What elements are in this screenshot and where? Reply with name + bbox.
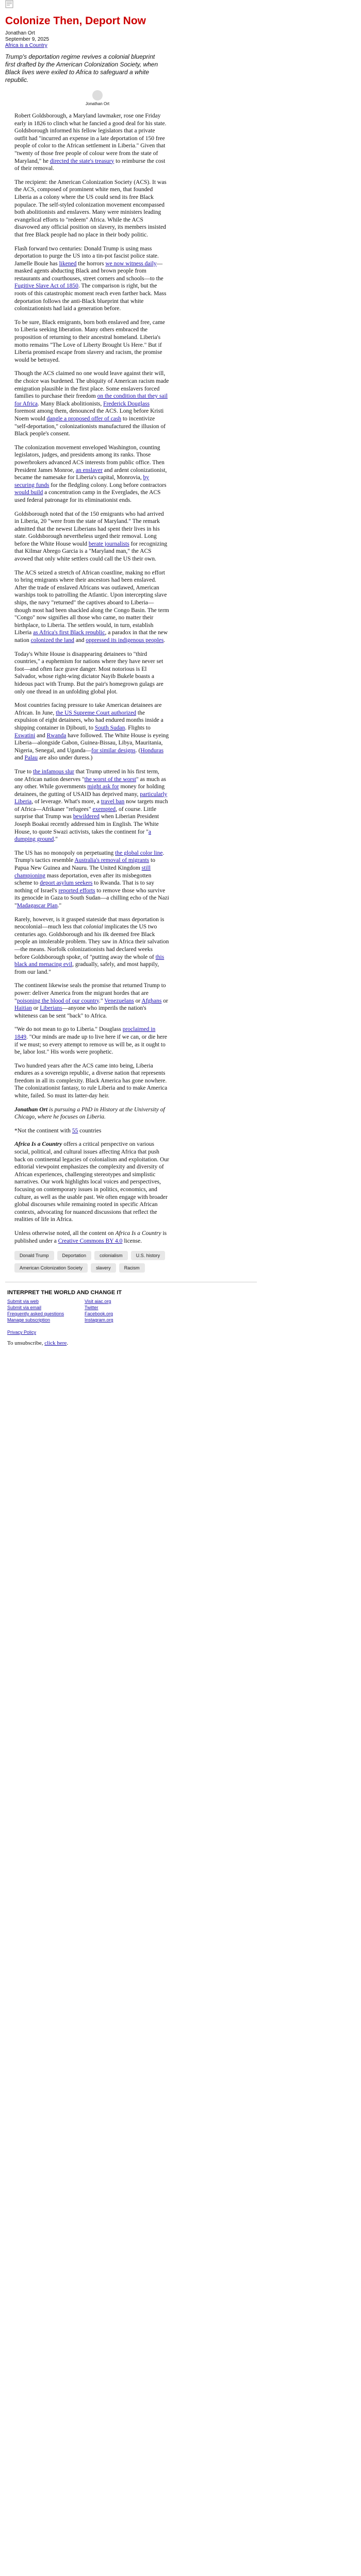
article-link[interactable]: 55: [72, 1127, 78, 1134]
tag-pill[interactable]: American Colonization Society: [14, 1263, 88, 1273]
paragraph: To be sure, Black emigrants, born both enslaved and free, came to Liberia seeking liberation. Many others embraced the proposition of returning to their ancestral homeland. Liberia's motto remains "The Love of Liberty Brought Us Here." But if Liberia promised escape from slavery and racism, the promise would be betrayed.: [14, 319, 166, 363]
paragraph: Goldsborough noted that of the 150 emigrants who had arrived in Liberia, 20 "were from the state of Maryland." The remark admitted that the newest Liberians had spent their lives in his state. Goldsborough nevertheless urged their removal. Long before the White House would berate journalists for recognizing that Kilmar Abrego Garcia is a "Maryland man," the ACS avowed that only white settlers could call the US their own.: [14, 511, 168, 563]
tag-pill[interactable]: Donald Trump: [14, 1251, 54, 1260]
article-link[interactable]: Frederick Douglass: [103, 400, 150, 407]
privacy-policy-link[interactable]: Privacy Policy: [7, 1330, 37, 1335]
article-link[interactable]: Palau: [24, 755, 38, 761]
article-link[interactable]: Australia's removal of migrants: [74, 857, 150, 864]
article-body: [14, 112, 169, 1245]
newsletter-page: [2, 0, 255, 1351]
tag-pill[interactable]: U.S. history: [131, 1251, 166, 1260]
footnote: *Not the continent with 55 countries: [14, 1127, 102, 1134]
article-title: Colonize Then, Deport Now: [5, 15, 146, 27]
article-link[interactable]: for similar designs: [91, 747, 136, 754]
article-link[interactable]: the US Supreme Court authorized: [56, 709, 137, 716]
article-link[interactable]: we now witness daily: [105, 260, 157, 267]
paragraph: Rarely, however, is it grasped stateside that mass deportation is neocolonial—much less that colonial implicates the US two centuries ago. Goldsborough and his ilk deemed free Black people an intolerable problem. They saw in Africa their salvation—the means. Norfolk colonizationists had declared weeks before Goldsborough spoke, of "putting away the whole of this black and menacing evil, gradually, safely, and most happily, from our land.": [14, 916, 169, 975]
article-link[interactable]: particularly Liberia: [14, 791, 168, 805]
article-link[interactable]: a dumping ground: [14, 828, 151, 843]
paragraph: Though the ACS claimed no one would leave against their will, the choice was burdened. The ubiquity of American racism made emigration plausible in the first place. Some enslavers forced families to purchase their freedom on the condition that they sail for Africa. Many Black abolitionists, Frederick Douglass foremost among them, denounced the ACS. Long before Kristi Noem would dangle a proposed offer of cash to incentivize "self-deportation," colonizationists manufactured the illusion of Black people's consent.: [14, 370, 169, 437]
tag-pill[interactable]: Racism: [119, 1263, 145, 1273]
paragraph: True to the infamous slur that Trump uttered in his first term, one African nation deserves "the worst of the worst" as much as any other. While governments might ask for money for holding detainees, the gutting of USAID has deprived many, particularly Liberia, of leverage. What's more, a travel ban now targets much of Africa—Afrikaner "refugees" exempted, of course. Little surprise that Trump was bewildered when Liberian President Joseph Boakai recently addressed him in English. The White House, to quote Swazi activists, takes the continent for "a dumping ground.": [14, 768, 168, 843]
article-link[interactable]: proclaimed in 1849: [14, 1026, 156, 1040]
article-link[interactable]: directed the state's treasury: [50, 158, 114, 164]
article-link[interactable]: Liberians: [40, 1005, 62, 1012]
article-link[interactable]: berate journalists: [88, 540, 129, 547]
article-link[interactable]: colonized the land: [30, 637, 74, 643]
paragraph: Two hundred years after the ACS came into being, Liberia endures as a sovereign republic, a diverse nation that represents freedom in all its complexity. Black America has gone nowhere. The colonizationist fantasy, to rule Liberia and to make America white, failed. So must its latter-day heir.: [14, 1062, 168, 1099]
author-name: Jonathan Ort: [5, 30, 35, 36]
article-link[interactable]: the infamous slur: [33, 768, 74, 775]
article-link[interactable]: travel ban: [101, 799, 125, 805]
article-link[interactable]: would build: [14, 489, 43, 496]
header-bar: [2, 0, 255, 14]
footer-link-submit-email[interactable]: Submit via email: [7, 1305, 42, 1311]
paragraph: Today's White House is disappearing detainees to "third countries," a euphemism for nations where they have never set foot—and often face grave danger. Most notorious is El Salvador, whose right-wing dictator Nayib Bukele boasts a hideous pact with Trump. But the pair's homegrown gulags are only one thread in an unfolding global plot.: [14, 651, 163, 695]
unsubscribe-link[interactable]: click here: [44, 1340, 67, 1347]
article-link[interactable]: bewildered: [73, 814, 100, 820]
article-link[interactable]: Eswatini: [14, 732, 36, 739]
tag-pill[interactable]: Deportation: [57, 1251, 92, 1260]
paragraph: The continent likewise seals the promise that returned Trump to power: deliver America from the migrant hordes that are "poisoning the blood of our country." Venezuelans or Afghans or Haitian or Liberians—anyone who imperils the nation's whiteness can be sent "back" to Africa.: [14, 982, 168, 1019]
article-link[interactable]: Afghans: [141, 997, 162, 1004]
article-link[interactable]: dangle a proposed offer of cash: [46, 415, 122, 422]
unsubscribe-row: To unsubscribe, click here.: [7, 1340, 69, 1347]
paragraph: Flash forward two centuries: Donald Trump is using mass deportation to purge the US into a tin-pot fascist police state. Jamelle Bouie has likened the horrors we now witness daily—masked agents abducting Black and brown people from restaurants and courthouses, street corners and schools—to the Fugitive Slave Act of 1850. The comparison is right, but the roots of this catastrophic moment reach even farther back. Mass deportation follows the anti-Black blueprint that white colonizationists had laid a generation before.: [14, 245, 167, 312]
footer-links: [7, 1299, 162, 1323]
paragraph: Robert Goldsborough, a Maryland lawmaker, rose one Friday early in 1826 to clinch what he fancied a good deal for his state. Goldsborough informed his fellow legislators that a private outfit had "incurred an expense in a late deportation of 150 free people of color to the African settlement in Liberia." Given that "twenty of those free people of colour were from the state of Maryland," he directed the state's treasury to reimburse the cost of their removal.: [14, 113, 167, 172]
article-link[interactable]: Madagascar Plan: [17, 903, 58, 909]
footer-link-visit[interactable]: Visit aiac.org: [85, 1299, 111, 1304]
article-link[interactable]: Honduras: [140, 747, 164, 754]
paragraph: The US has no monopoly on perpetuating the global color line. Trump's tactics resemble Australia's removal of migrants to Papua New Guinea and Nauru. The United Kingdom still championing mass deportation, even after its misbegotten scheme to deport asylum seekers to Rwanda. That is to say nothing of Israel's reported efforts to remove those who survive its genocide in Gaza to South Sudan—a chilling echo of the Nazi "Madagascar Plan.": [14, 850, 169, 909]
license-note: Unless otherwise noted, all the content on Africa Is a Country is published under a Creative Commons BY 4.0 license.: [14, 1230, 167, 1244]
article-link[interactable]: oppressed its indigenous peoples: [86, 637, 164, 643]
paragraph: Most countries facing pressure to take American detainees are African. In June, the US Supreme Court authorized the expulsion of eight detainees, who had endured months inside a shipping container in Djibouti, to South Sudan. Flights to Eswatini and Rwanda have followed. The White House is eyeing Liberia—alongside Gabon, Guinea-Bissau, Libya, Mauritania, Nigeria, Senegal, and Uganda—for similar designs. (Honduras and Palau are also under duress.): [14, 702, 169, 761]
paragraph: "We do not mean to go to Liberia." Douglass proclaimed in 1849. "Our minds are made up to live here if we can, or die here if we must; so every attempt to remove us will be, as it ought to be, labor lost." His words were prophetic.: [14, 1026, 167, 1056]
article-link[interactable]: the global color line: [115, 850, 163, 856]
article-link[interactable]: reported efforts: [58, 887, 95, 894]
article-link[interactable]: might ask for: [87, 784, 119, 790]
article-link[interactable]: still championing: [14, 865, 151, 879]
paragraph: The recipient: the American Colonization Society (ACS). It was the ACS, composed of prominent white men, that founded Liberia as a colony where the US could send its free Black populace. The self-styled colonization movement encompassed both abolitionists and enslavers. Many were ministers leading evangelical efforts to "redeem" Africa. While the ACS disavowed any official position on slavery, its members insisted that free Black people had no place in their body politic.: [14, 179, 167, 238]
about-blurb: Africa Is a Country offers a critical perspective on various social, political, and cultural issues affecting Africa that push back on continental legacies of colonialism and exploitation. Our editorial viewpoint emphasizes the complexity and diversity of African experiences, challenging stereotypes and simplistic narratives. Our work highlights local voices and perspectives, focusing on contemporary issues in politics, economics, and culture, as well as the usable past. We often engage with broader global discourses while remaining rooted in specific African contexts, advocating for nuanced discussions that reflect the realities of life in Africa.: [14, 1141, 169, 1223]
article-link[interactable]: Haitian: [14, 1005, 32, 1012]
footer-link-manage[interactable]: Manage subscription: [7, 1317, 51, 1323]
footer-link-twitter[interactable]: Twitter: [85, 1305, 99, 1311]
article-link[interactable]: on the condition that they sail for Africa: [14, 393, 168, 407]
byline: [5, 30, 255, 49]
article-link[interactable]: exempted: [92, 806, 116, 812]
footer-link-submit-web[interactable]: Submit via web: [7, 1299, 39, 1304]
footer-link-instagram[interactable]: Instagram.org: [85, 1317, 113, 1323]
tag-list: [14, 1251, 169, 1273]
article-link[interactable]: South Sudan: [94, 724, 125, 731]
article-link[interactable]: Venezuelans: [104, 997, 134, 1004]
footer-link-facebook[interactable]: Facebook.org: [85, 1311, 113, 1317]
privacy-row: [7, 1330, 255, 1335]
article-link[interactable]: as Africa's first Black republic: [33, 630, 105, 636]
section-link[interactable]: Africa is a Country: [5, 43, 47, 48]
footer-title: INTERPRET THE WORLD AND CHANGE IT: [7, 1290, 122, 1296]
article-dek: Trump's deportation regime revives a colonial blueprint first drafted by the American Colonization Society, when Black lives were exiled to Africa to safeguard a white republic.: [5, 53, 158, 83]
article-link[interactable]: deport asylum seekers: [40, 880, 93, 887]
author-bio: Jonathan Ort is pursuing a PhD in History at the University of Chicago, where he focuses on Liberia.: [14, 1106, 165, 1121]
publish-date: September 9, 2025: [5, 37, 50, 42]
tag-pill[interactable]: colonialism: [94, 1251, 128, 1260]
article-link[interactable]: this black and menacing evil: [14, 954, 165, 968]
footer-link-faq[interactable]: Frequently asked questions: [7, 1311, 64, 1317]
article-link[interactable]: likened: [59, 260, 77, 267]
photo-caption: Jonathan Ort: [85, 101, 110, 106]
tag-pill[interactable]: slavery: [91, 1263, 116, 1273]
article-link[interactable]: Rwanda: [46, 732, 67, 739]
paragraph: The colonization movement enveloped Washington, counting legislators, judges, and presidents among its ranks. Those powerbrokers advanced ACS interests from public office. Then President James Monroe, an enslaver and ardent colonizationist, became the namesake for Liberia's capital, Monrovia, by securing funds for the fledgling colony. Long before contractors would build a concentration camp in the Everglades, the ACS used federal patronage for its eliminationist ends.: [14, 444, 167, 503]
paragraph: The ACS seized a stretch of African coastline, making no effort to bring emigrants where their ancestors had been enslaved. After the trade of enslaved Africans was outlawed, American warships took to patrolling the Atlantic. Upon intercepting slave ships, the navy "returned" the captives aboard to Liberia—though most had been shackled along the Congo Basin. The term "Congo" now signifies all those who came, no matter their birthplace, to Liberia. The settlers would, in turn, establish Liberia as Africa's first Black republic, a paradox in that the new nation colonized the land and oppressed its indigenous peoples.: [14, 569, 169, 643]
article-link[interactable]: by securing funds: [14, 474, 150, 488]
newsletter-logo-icon: [5, 0, 13, 8]
license-link[interactable]: Creative Commons BY 4.0: [58, 1238, 123, 1244]
article-link[interactable]: an enslaver: [75, 467, 103, 473]
article-link[interactable]: poisoning the blood of our country: [17, 997, 99, 1004]
article-link[interactable]: the worst of the worst: [84, 776, 136, 783]
author-photo: [92, 90, 103, 100]
article-link[interactable]: Fugitive Slave Act of 1850: [14, 283, 78, 290]
